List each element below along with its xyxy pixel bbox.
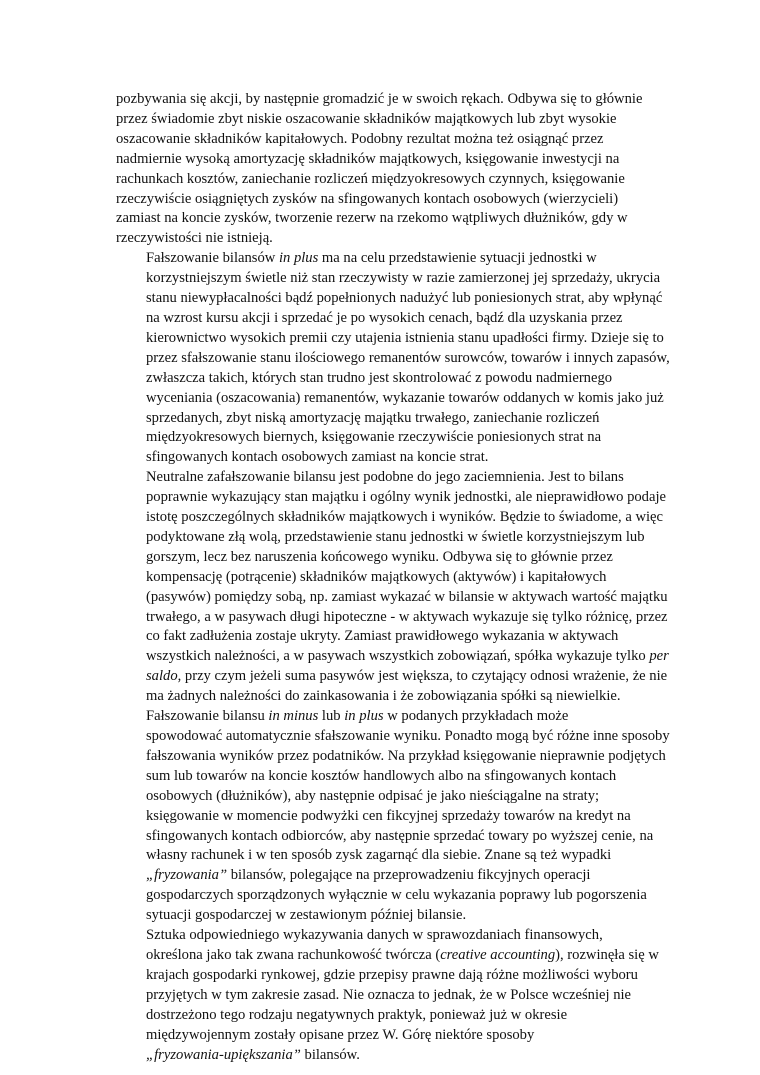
text-line [116,269,661,289]
text-run: ma na celu przedstawienie sytuacji jednostki w [318,250,597,267]
text-line [116,528,648,548]
text-line [116,389,664,409]
text-line [116,249,648,269]
text-run: przez sfałszowanie stanu ilościowego remanentów surowców, towarów i innych zapasów, [146,349,670,366]
text-run: Fałszowanie bilansu [146,708,269,725]
text-run: sum lub towarów na koncie kosztów handlowych albo na sfingowanych kontach [146,767,617,784]
text-run: ), rozwinęła się w [555,946,659,963]
text-line [116,468,648,488]
text-run: bilansów. [300,1046,360,1063]
text-line [116,647,669,667]
paragraph [116,468,669,707]
text-run: podyktowane złą wolą, przedstawienie stanu jednostki w świetle korzystniejszym lub [146,528,645,545]
italic-text-run: in plus [344,708,384,725]
text-run: międzywojennym zostały opisane przez W. Górę niektóre sposoby [146,1026,535,1043]
text-line [116,190,648,210]
text-run: dostrzeżono tego rodzaju negatywnych praktyk, ponieważ już w okresie [146,1006,568,1023]
text-run: (pasywów) pomiędzy sobą, np. zamiast wykazać w bilansie w aktywach wartość majątku [146,588,668,605]
text-run: , przy czym jeżeli suma pasywów jest większa, to czytający odnosi wrażenie, że nie [177,668,668,685]
paragraph [116,249,670,468]
italic-text-run: creative accounting [440,946,556,963]
text-run: ma żadnych należności do zainkasowania i że zobowiązania spółki są niewielkie. [146,688,621,705]
text-run: poprawnie wykazujący stan majątku i ogólny wynik jednostki, ale nieprawidłowo podaje [146,489,666,506]
text-line [116,90,648,110]
text-line [116,110,648,130]
text-run: przyjętych w tym zakresie zasad. Nie oznacza to jednak, że w Polsce wcześniej nie [146,986,632,1003]
document-page [116,90,670,1065]
text-line [116,966,648,986]
text-line [116,548,648,568]
text-run: na wzrost kursu akcji i sprzedać je po wysokich cenach, bądź dla uzyskania przez [146,309,623,326]
text-line [116,289,663,309]
text-line [116,309,648,329]
text-run: sytuacji gospodarczej w zestawionym później bilansie. [146,907,467,924]
text-run: własny rachunek i w ten sposób zysk zagarnąć dla siebie. Znane są też wypadki [146,847,612,864]
italic-text-run: saldo [146,668,178,685]
text-run: gorszym, lecz bez naruszenia końcowego wyniku. Odbywa się to głównie przez [146,548,613,565]
text-line [116,767,648,787]
text-line [116,866,648,886]
italic-text-run: in minus [268,708,319,725]
text-line [116,807,648,827]
text-line [116,150,648,170]
text-run: oszacowanie składników kapitałowych. Podobny rezultat można też osiągnąć przez [116,130,604,147]
text-run: spowodować automatycznie sfałszowanie wyniku. Ponadto mogą być różne inne sposoby [146,728,670,744]
text-run: stanu niewypłacalności bądź popełnionych nadużyć lub poniesionych strat, aby wpłynąć [146,290,663,307]
text-run: przez świadomie zbyt niskie oszacowanie składników majątkowych lub zbyt wysokie [116,110,617,127]
text-line [116,608,668,628]
text-line [116,627,648,647]
text-line [116,667,668,687]
text-run: nadmiernie wysoką amortyzację składników majątkowych, księgowanie inwestycji na [116,150,620,167]
text-run: kierownictwo wysokich premii czy utajenia istnienia stanu upadłości firmy. Dzieje się to [146,329,664,346]
text-run: rzeczywiście osiągniętych zysków na sfingowanych kontach osobowych (wierzycieli) [116,190,619,207]
text-line [116,409,648,429]
text-line [116,727,670,747]
text-line [116,508,664,528]
italic-text-run: „fryzowania” [146,867,228,884]
text-line [116,488,666,508]
text-line [116,588,668,608]
text-line [116,1006,648,1026]
text-line [116,369,648,389]
text-line [116,707,648,727]
text-run: kompensację (potrącenie) składników majątkowych (aktywów) i kapitałowych [146,568,607,585]
paragraph [116,707,670,926]
text-line [116,1046,648,1066]
paragraph [116,90,648,249]
text-run: wszystkich należności, a w pasywach wszystkich zobowiązań, spółka wykazuje tylko [146,648,650,665]
text-run: Neutralne zafałszowanie bilansu jest podobne do jego zaciemnienia. Jest to bilans [146,469,624,486]
text-run: sprzedanych, zbyt niską amortyzację majątku trwałego, zaniechanie rozliczeń [146,409,600,426]
text-line [116,747,666,767]
text-run: gospodarczych sporządzonych wyłącznie w celu wykazania poprawy lub pogorszenia [146,887,647,904]
text-line [116,349,670,369]
text-run: rachunkach kosztów, zaniechanie rozliczeń międzyokresowych czynnych, księgowanie [116,170,625,187]
text-run: Sztuka odpowiedniego wykazywania danych w sprawozdaniach finansowych, [146,927,603,944]
text-line [116,170,648,190]
text-run: trwałego, a w pasywach długi hipoteczne - w aktywach wykazuje się tylko różnicę, przez [146,608,668,625]
paragraph [116,926,659,1065]
text-run: pozbywania się akcji, by następnie gromadzić je w swoich rękach. Odbywa się to głównie [116,91,643,107]
text-run: lub [318,708,345,725]
text-run: co fakt zadłużenia zostaje ukryty. Zamiast prawidłowego wykazania w aktywach [146,628,619,645]
text-line [116,846,648,866]
italic-text-run: per [649,648,669,665]
text-line [116,906,648,926]
text-run: zwłaszcza takich, których stan trudno jest skontrolować z powodu nadmiernego [146,369,613,386]
text-run: wyceniania (oszacowania) remanentów, wykazanie towarów oddanych w komis jako już [146,389,664,406]
text-run: Fałszowanie bilansów [146,250,279,267]
text-line [116,568,648,588]
text-run: istotę poszczególnych składników majątkowych i wyników. Będzie to świadome, a więc [146,509,664,526]
italic-text-run: „fryzowania-upiększania” [146,1046,301,1063]
text-run: bilansów, polegające na przeprowadzeniu fikcyjnych operacji [227,867,591,884]
text-line [116,787,648,807]
text-line [116,229,648,249]
text-line [116,926,648,946]
text-line [116,209,648,229]
text-run: sfingowanych kontach odbiorców, aby następnie sprzedać towary po wyższej cenie, na [146,827,654,844]
text-run: międzyokresowych biernych, księgowanie rzeczywiście poniesionych strat na [146,429,602,446]
text-run: księgowanie w momencie podwyżki cen fikcyjnej sprzedaży towarów na kredyt na [146,807,631,824]
text-run: krajach gospodarki rynkowej, gdzie przepisy prawne dają różne możliwości wyboru [146,966,638,983]
text-line [116,886,648,906]
text-run: w podanych przykładach może [383,708,569,725]
text-line [116,428,648,448]
text-run: korzystniejszym świetle niż stan rzeczywisty w razie zamierzonej jej sprzedaży, ukrycia [146,270,661,287]
text-run: fałszowania wyników przez podatników. Na przykład księgowanie nieprawnie podjętych [146,747,666,764]
text-line [116,448,648,468]
text-run: zamiast na koncie zysków, tworzenie rezerw na rzekomo wątpliwych dłużników, gdy w [116,210,628,227]
text-line [116,946,659,966]
text-line [116,986,648,1006]
text-line [116,827,654,847]
text-run: osobowych (dłużników), aby następnie odpisać je jako nieściągalne na straty; [146,787,600,804]
text-run: określona jako tak zwana rachunkowość twórcza ( [146,946,441,963]
text-line [116,687,648,707]
text-run: rzeczywistości nie istnieją. [116,230,273,247]
text-run: sfingowanych kontach osobowych zamiast na koncie strat. [146,449,489,466]
italic-text-run: in plus [278,250,319,267]
text-line [116,130,648,150]
text-line [116,1026,648,1046]
text-line [116,329,664,349]
